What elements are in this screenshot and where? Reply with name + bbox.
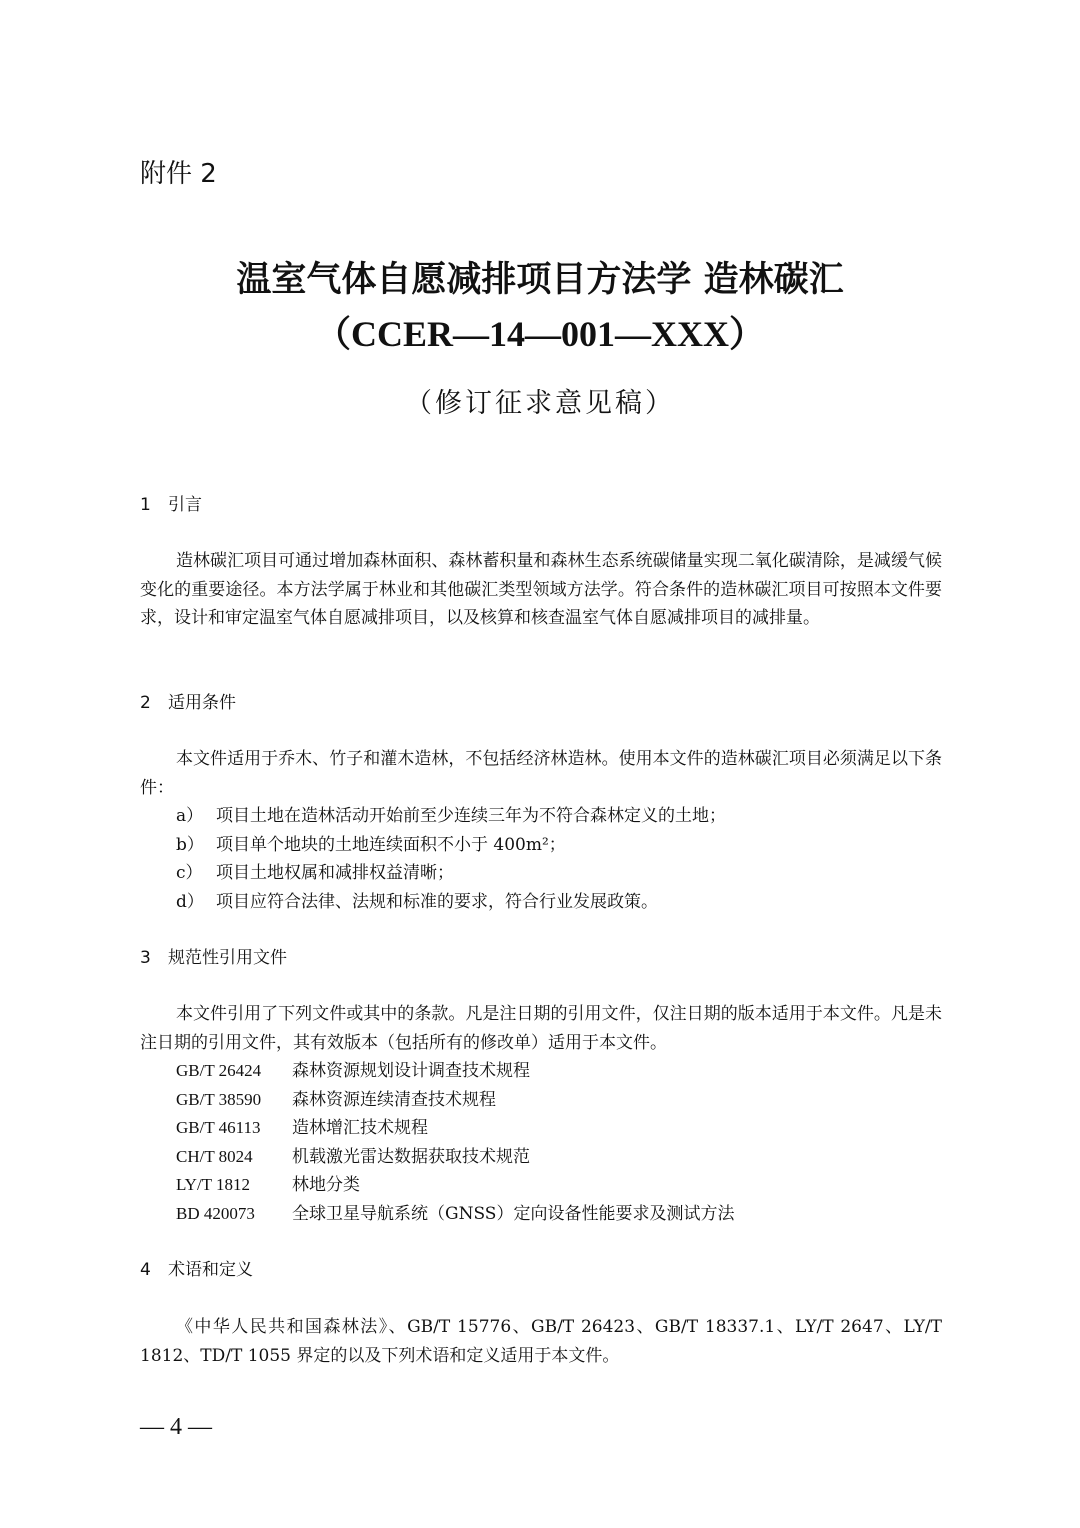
section-number: 3 bbox=[140, 948, 151, 968]
reference-title: 林地分类 bbox=[292, 1175, 360, 1195]
list-marker: c） bbox=[176, 863, 203, 883]
section-paragraph-1: 造林碳汇项目可通过增加森林面积、森林蓄积量和森林生态系统碳储量实现二氧化碳清除，是减缓气候变化的重要途径。本方法学属于林业和其他碳汇类型领域方法学。符合条件的造林碳汇项目可按照本文件要求，设计和审定温室气体自愿减排项目，以及核算和核查温室气体自愿减排项目的减排量。 bbox=[140, 551, 942, 628]
list-marker: d） bbox=[176, 891, 204, 912]
reference-code: GB/T 46113 bbox=[176, 1118, 261, 1137]
list-item bbox=[176, 859, 726, 888]
section-number: 4 bbox=[140, 1260, 151, 1280]
reference-title: 森林资源连续清查技术规程 bbox=[292, 1089, 496, 1110]
list-marker: b） bbox=[176, 834, 204, 855]
reference-item bbox=[176, 1114, 734, 1143]
list-text: 项目单个地块的土地连续面积不小于 400m²； bbox=[216, 834, 566, 855]
list-item bbox=[176, 831, 726, 860]
section-paragraph-2: 本文件适用于乔木、竹子和灌木造林，不包括经济林造林。使用本文件的造林碳汇项目必须满足以下条件： bbox=[140, 749, 942, 798]
reference-code: BD 420073 bbox=[176, 1203, 255, 1223]
reference-item bbox=[176, 1086, 734, 1115]
document-code: （CCER—14—001—XXX） bbox=[315, 314, 765, 354]
list-item bbox=[176, 888, 726, 917]
section-title: 规范性引用文件 bbox=[168, 948, 287, 968]
section-number: 1 bbox=[140, 495, 151, 515]
section-heading-3 bbox=[140, 945, 287, 971]
section-title: 引言 bbox=[168, 495, 202, 515]
reference-item bbox=[176, 1057, 734, 1086]
section-number: 2 bbox=[140, 693, 151, 713]
reference-code: GB/T 26424 bbox=[176, 1061, 262, 1080]
attachment-label: 附件 2 bbox=[140, 159, 217, 189]
reference-title: 机载激光雷达数据获取技术规范 bbox=[292, 1146, 530, 1167]
reference-code: CH/T 8024 bbox=[176, 1146, 253, 1166]
reference-code: LY/T 1812 bbox=[176, 1175, 251, 1194]
list-marker: a） bbox=[176, 806, 204, 826]
section-paragraph-3: 本文件引用了下列文件或其中的条款。凡是注日期的引用文件，仅注日期的版本适用于本文件。凡是未注日期的引用文件，其有效版本（包括所有的修改单）适用于本文件。 bbox=[140, 1004, 942, 1053]
section-heading-1 bbox=[140, 492, 202, 518]
reference-code: GB/T 38590 bbox=[176, 1089, 262, 1109]
list-item bbox=[176, 802, 726, 831]
reference-item bbox=[176, 1171, 734, 1200]
references-list bbox=[176, 1057, 734, 1228]
document-subtitle: （修订征求意见稿） bbox=[405, 388, 675, 419]
section-paragraph-4: 《中华人民共和国森林法》、GB/T 15776、GB/T 26423、GB/T 18337.1、LY/T 2647、LY/T 1812、TD/T 1055 界定的以及下列术语和定义适用于本文件。 bbox=[140, 1317, 942, 1366]
list-text: 项目应符合法律、法规和标准的要求，符合行业发展政策。 bbox=[216, 891, 658, 912]
reference-item bbox=[176, 1143, 734, 1172]
conditions-list bbox=[176, 802, 726, 916]
section-title: 适用条件 bbox=[168, 693, 236, 713]
reference-title: 造林增汇技术规程 bbox=[292, 1118, 428, 1138]
page-number: — 4 — bbox=[140, 1414, 212, 1440]
document-title: 温室气体自愿减排项目方法学 造林碳汇 bbox=[236, 259, 844, 300]
reference-title: 全球卫星导航系统（GNSS）定向设备性能要求及测试方法 bbox=[292, 1203, 735, 1224]
section-heading-4 bbox=[140, 1257, 253, 1283]
list-text: 项目土地在造林活动开始前至少连续三年为不符合森林定义的土地； bbox=[216, 806, 726, 826]
list-text: 项目土地权属和减排权益清晰； bbox=[216, 863, 454, 883]
section-heading-2 bbox=[140, 690, 236, 716]
reference-title: 森林资源规划设计调查技术规程 bbox=[292, 1061, 530, 1081]
reference-item bbox=[176, 1200, 734, 1229]
section-title: 术语和定义 bbox=[168, 1260, 253, 1280]
